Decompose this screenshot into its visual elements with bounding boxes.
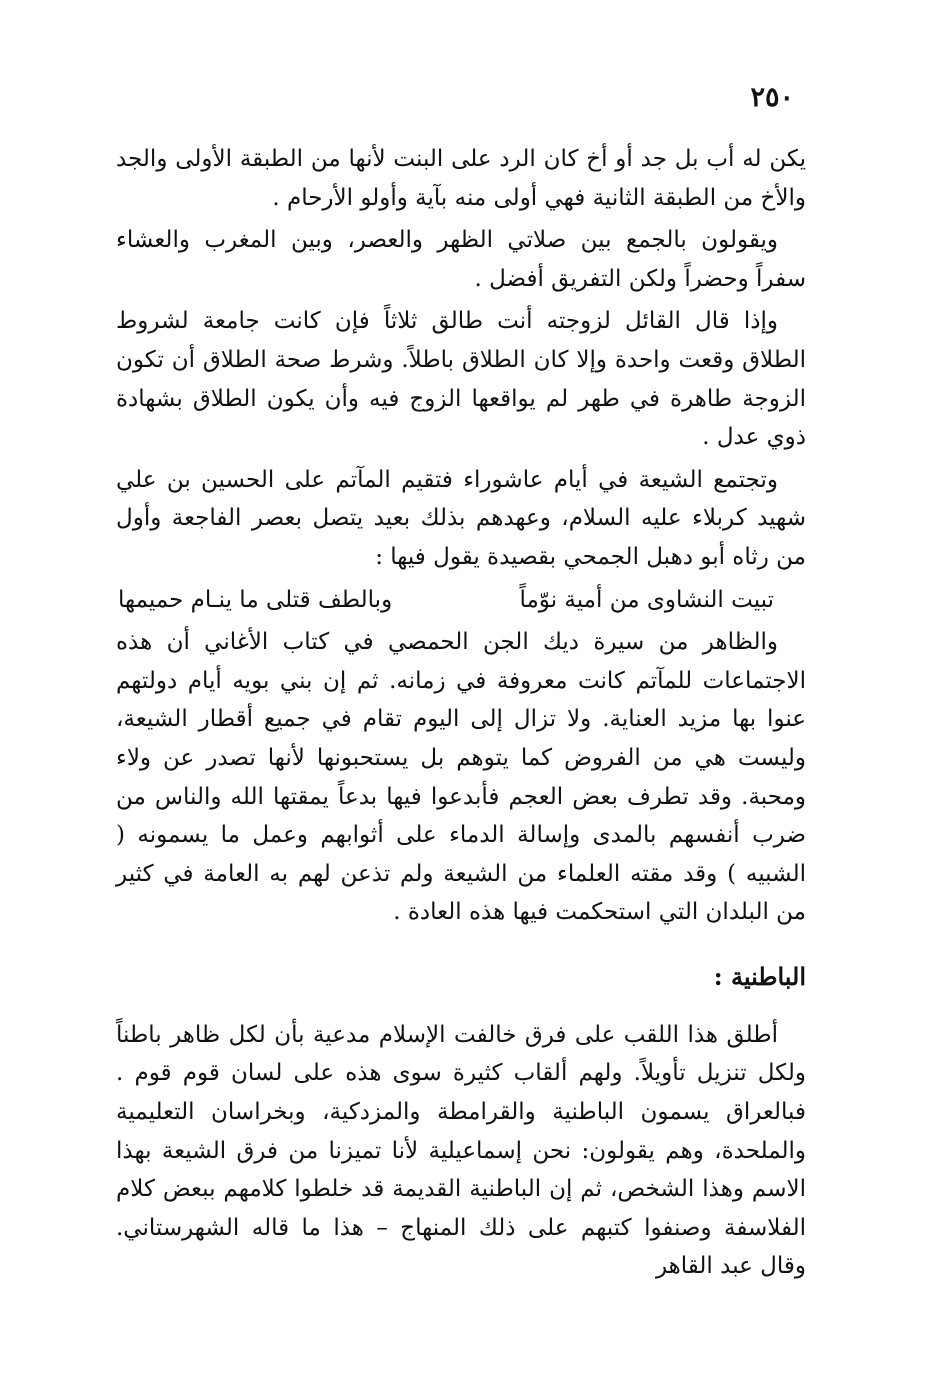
- body-text: [116, 140, 806, 1290]
- paragraph-batiniyya: أطلق هذا اللقب على فرق خالفت الإسلام مدعية بأن لكل ظاهر باطناً ولكل تنزيل تأويلاً. ولهم ألقاب كثيرة سوى هذه على لسان قوم قوم . فبالعراق يسمون الباطنية والقرامطة والمزدكية، وبخراسان التعليمية والملحدة، وهم يقولون: نحن إسماعيلية لأنا تميزنا من فرق الشيعة بهذا الاسم وهذا الشخص، ثم إن الباطنية القديمة قد خلطوا كلامهم ببعض كلام الفلاسفة وصنفوا كتبهم على ذلك المنهاج – هذا ما قاله الشهرستاني. وقال عبد القاهر: [116, 1021, 806, 1280]
- poem-verse: [116, 581, 806, 620]
- paragraph-combining-prayers: ويقولون بالجمع بين صلاتي الظهر والعصر، وبين المغرب والعشاء سفراً وحضراً ولكن التفريق أفضل .: [116, 227, 806, 292]
- section-heading-batiniyya: الباطنية :: [713, 961, 806, 991]
- paragraph-ashura: وتجتمع الشيعة في أيام عاشوراء فتقيم المآتم على الحسين بن علي شهيد كربلاء عليه السلام، وعهدهم بذلك بعيد يتصل بعصر الفاجعة وأول من رثاه أبو دهبل الجمحي بقصيدة يقول فيها :: [116, 466, 806, 570]
- verse-second-hemistich: وبالطف قتلى ما ينـام حميمها: [118, 586, 393, 613]
- paragraph-mourning-gatherings: والظاهر من سيرة ديك الجن الحمصي في كتاب الأغاني أن هذه الاجتماعات للمآتم كانت معروفة في زمانه. ثم إن بني بويه أيام دولتهم عنوا بها مزيد العناية. ولا تزال إلى اليوم تقام في جميع أقطار الشيعة، وليست هي من الفروض كما يتوهم بل يستحبونها لأنها تصدر عن ولاء ومحبة. وقد تطرف بعض العجم فأبدعوا فيها بدعاً يمقتها الله والناس من ضرب أنفسهم بالمدى وإسالة الدماء على أثوابهم وعمل ما يسمونه ( الشبيه ) وقد مقته العلماء من الشيعة ولم تذعن لهم به العامة في كثير من البلدان التي استحكمت فيها هذه العادة .: [116, 629, 806, 926]
- page-number: ٢٥٠: [750, 82, 794, 113]
- paragraph-inheritance: يكن له أب بل جد أو أخ كان الرد على البنت لأنها من الطبقة الأولى والجد والأخ من الطبقة الثانية فهي أولى منه بآية وأولو الأرحام .: [116, 146, 806, 211]
- verse-first-hemistich: تبيت النشاوى من أمية نوّماً: [519, 586, 774, 613]
- paragraph-divorce: وإذا قال القائل لزوجته أنت طالق ثلاثاً فإن كانت جامعة لشروط الطلاق وقعت واحدة وإلا كان الطلاق باطلاً. وشرط صحة الطلاق أن تكون الزوجة طاهرة في طهر لم يواقعها الزوج فيه وأن يكون الطلاق بشهادة ذوي عدل .: [116, 308, 806, 451]
